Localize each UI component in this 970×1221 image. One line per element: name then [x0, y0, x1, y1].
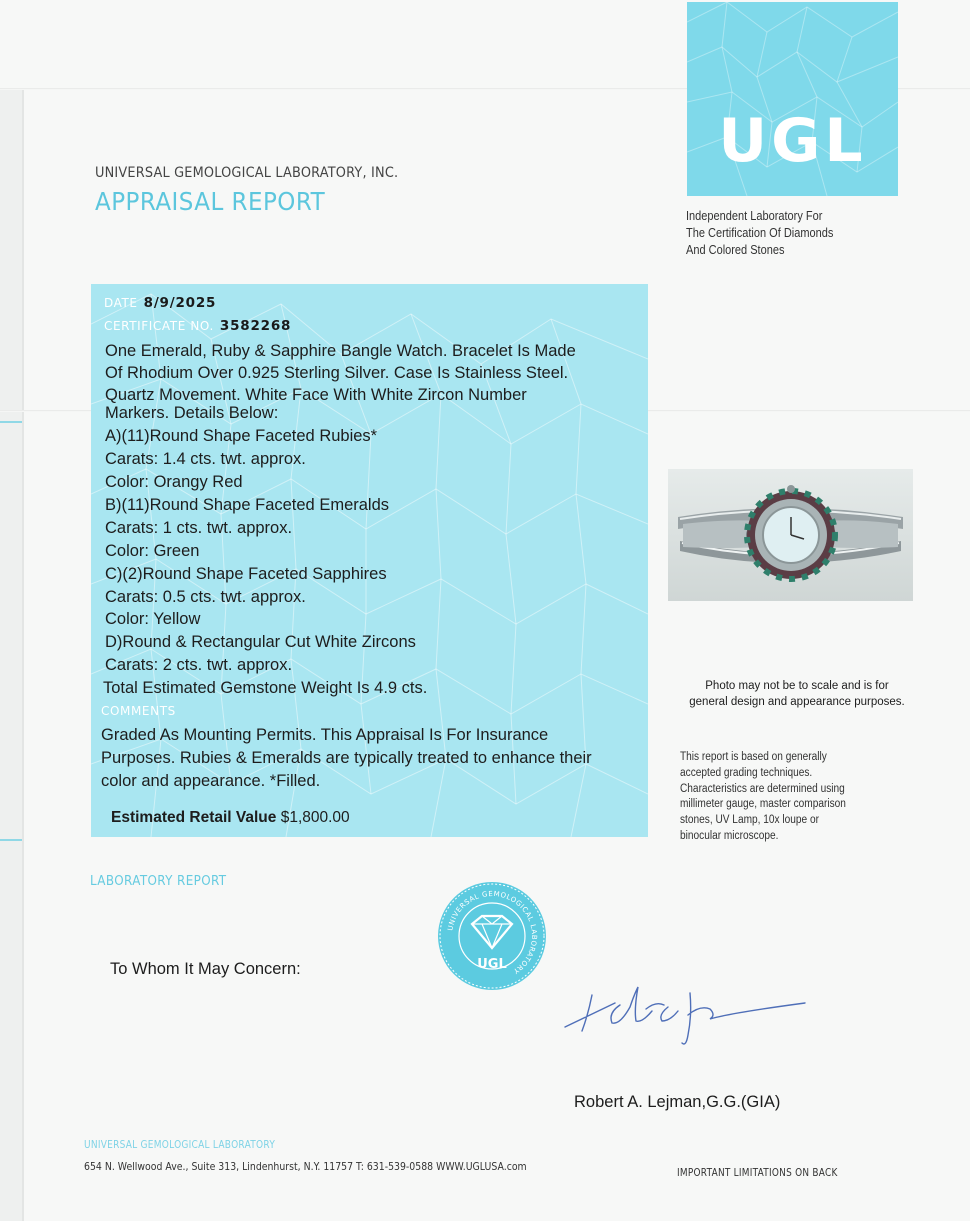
ugl-logo-mark: UGL: [718, 106, 867, 176]
retail-value-label: Estimated Retail Value: [111, 809, 277, 826]
methodology-line: binocular microscope.: [680, 829, 779, 842]
description-line: Carats: 1 cts. twt. approx.: [105, 519, 293, 537]
date-label: DATE: [104, 296, 138, 310]
description-line: A)(11)Round Shape Faceted Rubies*: [105, 427, 378, 445]
ugl-seal: [436, 880, 548, 992]
description-line: Carats: 0.5 cts. twt. approx.: [105, 588, 306, 606]
logo-tagline: [686, 208, 880, 259]
methodology-line: This report is based on generally: [680, 751, 827, 763]
methodology-line: stones, UV Lamp, 10x loupe or: [680, 814, 819, 827]
comments-label: COMMENTS: [101, 704, 176, 718]
photo-caption: [672, 678, 922, 710]
comment-line: Purposes. Rubies & Emeralds are typically treated to enhance their: [101, 749, 592, 767]
organization-name: UNIVERSAL GEMOLOGICAL LABORATORY, INC.: [95, 165, 399, 181]
description-line: B)(11)Round Shape Faceted Emeralds: [105, 496, 390, 514]
methodology-note: [680, 750, 865, 845]
retail-value-row: [111, 809, 350, 827]
seal-ring-text: UNIVERSAL GEMOLOGICAL LABORATORY: [446, 889, 539, 976]
methodology-line: accepted grading techniques.: [680, 766, 813, 779]
salutation: To Whom It May Concern:: [110, 960, 301, 978]
description-line: Quartz Movement. White Face With White Zircon Number: [105, 386, 527, 404]
certificate-label: CERTIFICATE NO.: [104, 319, 214, 333]
description-line: Of Rhodium Over 0.925 Sterling Silver. Case Is Stainless Steel.: [105, 364, 569, 382]
description-line: Carats: 1.4 cts. twt. approx.: [105, 450, 306, 468]
signature: [560, 965, 810, 1050]
vertical-fold: [22, 88, 24, 1221]
description-line: Carats: 2 cts. twt. approx.: [105, 656, 293, 674]
description-line: Color: Orangy Red: [105, 473, 243, 491]
limitations-note: IMPORTANT LIMITATIONS ON BACK: [677, 1167, 838, 1179]
tagline-line: The Certification Of Diamonds: [686, 226, 834, 240]
edge-tick: [0, 839, 22, 841]
description-line: Total Estimated Gemstone Weight Is 4.9 cts.: [103, 679, 428, 697]
edge-tick: [0, 421, 22, 423]
tagline-line: And Colored Stones: [686, 243, 785, 257]
seal-mark: UGL: [477, 957, 507, 972]
ugl-logo-block: [687, 2, 898, 196]
methodology-line: Characteristics are determined using: [680, 782, 845, 795]
description-line: One Emerald, Ruby & Sapphire Bangle Watch. Bracelet Is Made: [105, 342, 576, 360]
date-row: [104, 294, 216, 312]
item-photo: [668, 469, 913, 601]
footer-address: 654 N. Wellwood Ave., Suite 313, Lindenhurst, N.Y. 11757 T: 631-539-0588 WWW.UGLUSA.com: [84, 1160, 527, 1173]
description-line: Color: Green: [105, 542, 200, 560]
certificate-row: [104, 317, 291, 335]
comment-line: Graded As Mounting Permits. This Appraisal Is For Insurance: [101, 726, 549, 744]
photo-caption-line: general design and appearance purposes.: [689, 696, 905, 708]
bangle-watch-image: [668, 469, 913, 601]
description-line: D)Round & Rectangular Cut White Zircons: [105, 633, 416, 651]
methodology-line: millimeter gauge, master comparison: [680, 798, 846, 811]
description-line: Markers. Details Below:: [105, 404, 279, 422]
footer-organization: UNIVERSAL GEMOLOGICAL LABORATORY: [84, 1138, 276, 1151]
retail-value: $1,800.00: [280, 809, 350, 826]
description-line: Color: Yellow: [105, 610, 201, 628]
laboratory-report-label: LABORATORY REPORT: [90, 874, 227, 889]
signer-name: Robert A. Lejman,G.G.(GIA): [574, 1093, 781, 1111]
date-value: 8/9/2025: [143, 295, 217, 311]
tagline-line: Independent Laboratory For: [686, 209, 823, 223]
description-line: C)(2)Round Shape Faceted Sapphires: [105, 565, 387, 583]
certificate-number: 3582268: [219, 318, 292, 334]
report-title: APPRAISAL REPORT: [95, 187, 326, 216]
left-margin-strip: [0, 88, 22, 1221]
photo-caption-line: Photo may not be to scale and is for: [705, 680, 889, 692]
comment-line: color and appearance. *Filled.: [101, 772, 321, 790]
